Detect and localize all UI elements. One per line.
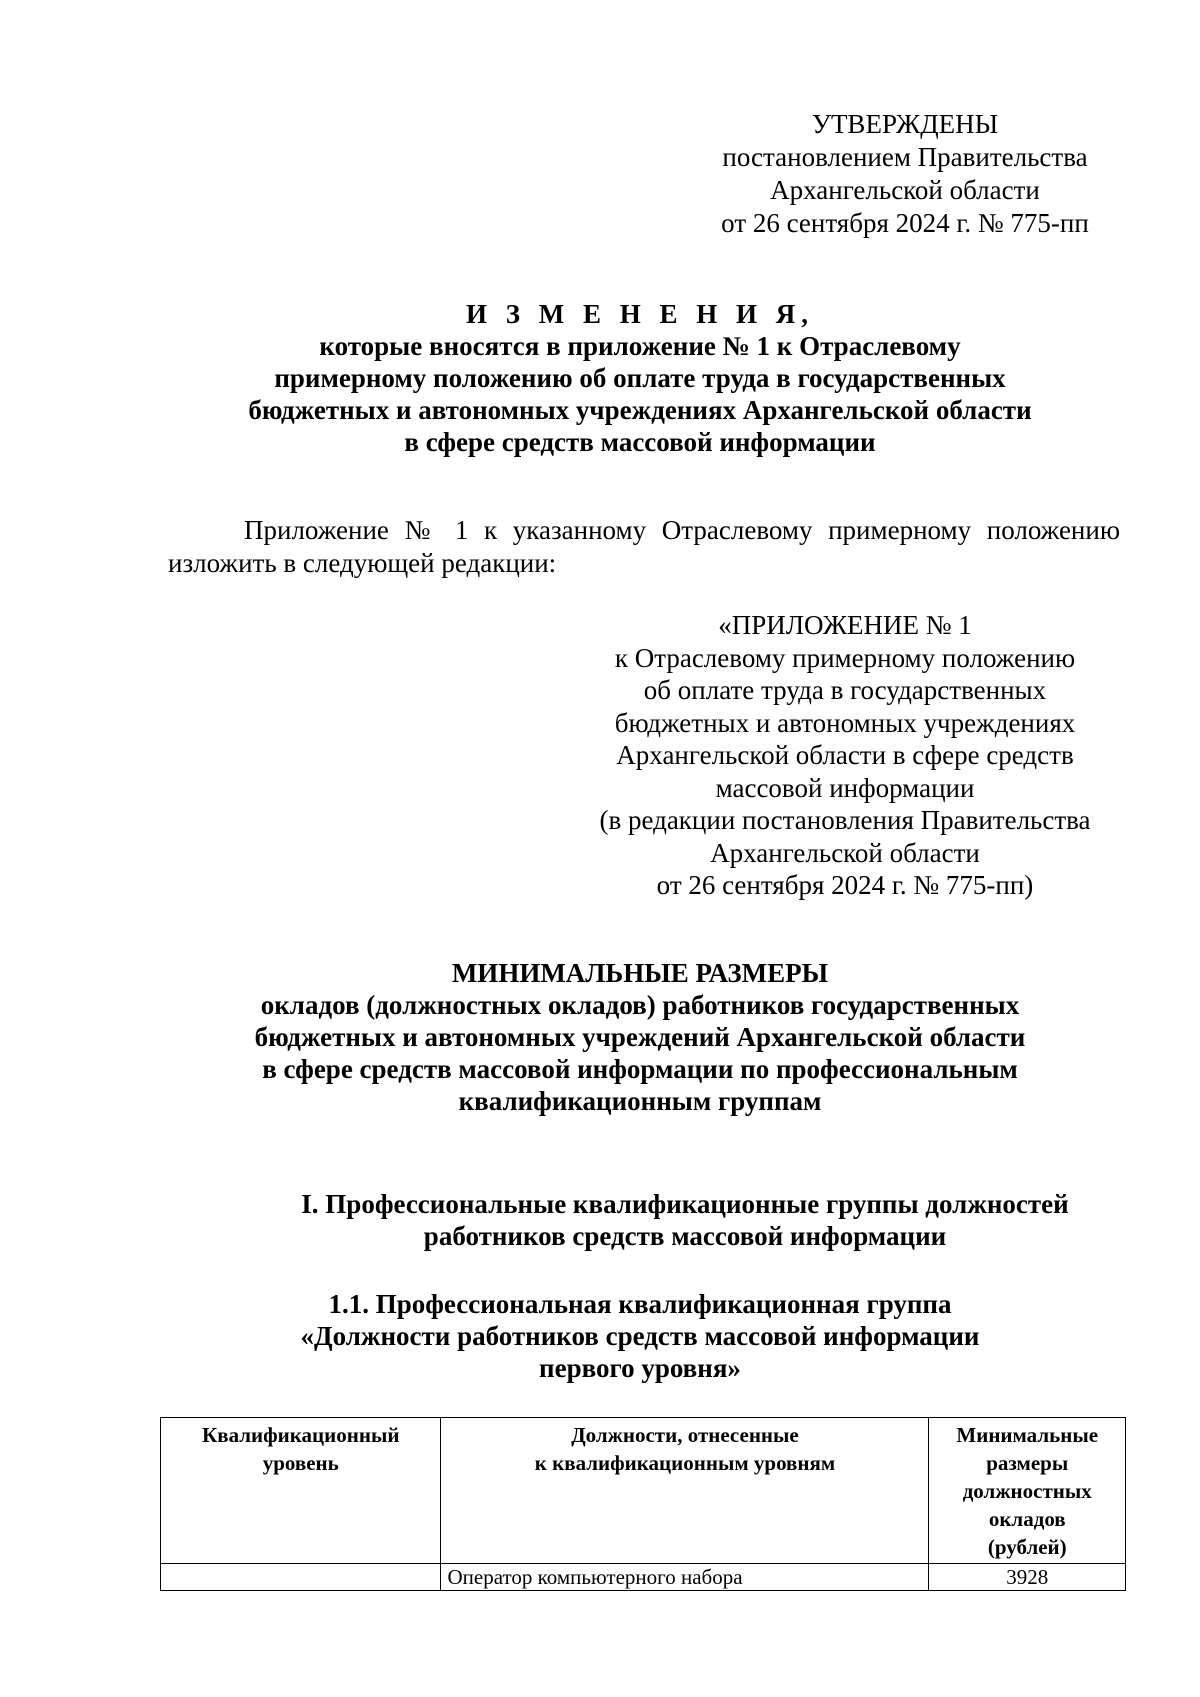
appendix-line: к Отраслевому примерному положению	[614, 642, 1076, 673]
header-salary-line: должностных	[962, 1479, 1092, 1503]
min-sizes-heading: МИНИМАЛЬНЫЕ РАЗМЕРЫ	[451, 958, 829, 988]
min-sizes-line: в сфере средств массовой информации по профессиональным	[262, 1054, 1018, 1084]
header-positions-line: к квалификационным уровням	[534, 1451, 836, 1475]
header-salary	[929, 1418, 1126, 1564]
appendix-line: об оплате труда в государственных	[643, 675, 1047, 705]
header-positions	[441, 1418, 929, 1564]
appendix-line: Архангельской области в сфере средств	[616, 740, 1074, 770]
header-level-line: Квалификационный	[202, 1423, 400, 1447]
min-sizes-line: бюджетных и автономных учреждений Архангельской области	[254, 1022, 1026, 1052]
appendix-line: (в редакции постановления Правительства	[599, 805, 1091, 835]
changes-title	[160, 298, 1120, 458]
approval-stamp	[690, 108, 1120, 240]
min-sizes-line: квалификационным группам	[458, 1086, 822, 1116]
min-sizes-line: окладов (должностных окладов) работников государственных	[260, 990, 1020, 1020]
header-salary-line: Минимальные	[956, 1423, 1099, 1447]
section-line: I. Профессиональные квалификационные группы должностей	[301, 1189, 1069, 1219]
changes-subtitle-line: которые вносятся в приложение № 1 к Отраслевому	[319, 331, 961, 361]
appendix-line: от 26 сентября 2024 г. № 775-пп)	[656, 870, 1034, 900]
section-line: работников средств массовой информации	[423, 1221, 947, 1251]
subsection-heading	[245, 1288, 1035, 1384]
changes-heading: И З М Е Н Е Н И Я,	[465, 299, 814, 329]
intro-paragraph	[168, 514, 1120, 580]
appendix-line: «ПРИЛОЖЕНИЕ № 1	[718, 610, 972, 640]
header-salary-line: (рублей)	[987, 1535, 1067, 1559]
header-level	[161, 1418, 441, 1564]
approval-line: Архангельской области	[770, 175, 1040, 205]
cell-salary: 3928	[929, 1564, 1126, 1591]
section-heading	[245, 1188, 1125, 1252]
intro-line: Приложение № 1 к указанному Отраслевому примерному положению	[244, 515, 1120, 545]
table-row	[161, 1564, 1126, 1591]
subsection-line: первого уровня»	[539, 1353, 741, 1383]
appendix-line: массовой информации	[715, 772, 975, 803]
cell-level	[161, 1564, 441, 1591]
header-salary-line: окладов	[988, 1507, 1066, 1531]
changes-subtitle-line: примерному положению об оплате труда в государственных	[274, 363, 1006, 393]
header-level-line: уровень	[262, 1451, 339, 1475]
min-sizes-title	[160, 957, 1120, 1117]
approval-line: от 26 сентября 2024 г. № 775-пп	[721, 208, 1089, 238]
appendix-header	[575, 609, 1115, 902]
subsection-line: 1.1. Профессиональная квалификационная группа	[328, 1289, 952, 1319]
appendix-line: бюджетных и автономных учреждениях	[614, 707, 1076, 738]
table-header-row	[161, 1418, 1126, 1564]
intro-line: изложить в следующей редакции:	[168, 548, 557, 578]
approval-line: постановлением Правительства	[722, 142, 1088, 172]
changes-subtitle-line: в сфере средств массовой информации	[404, 427, 876, 457]
approval-line: УТВЕРЖДЕНЫ	[811, 109, 999, 139]
cell-position: Оператор компьютерного набора	[441, 1564, 929, 1591]
changes-subtitle-line: бюджетных и автономных учреждениях Архангельской области	[248, 395, 1032, 425]
subsection-line: «Должности работников средств массовой информации	[300, 1321, 980, 1351]
header-positions-line: Должности, отнесенные	[571, 1423, 799, 1447]
appendix-line: Архангельской области	[710, 837, 980, 868]
salary-table	[160, 1417, 1126, 1591]
header-salary-line: размеры	[986, 1451, 1069, 1475]
